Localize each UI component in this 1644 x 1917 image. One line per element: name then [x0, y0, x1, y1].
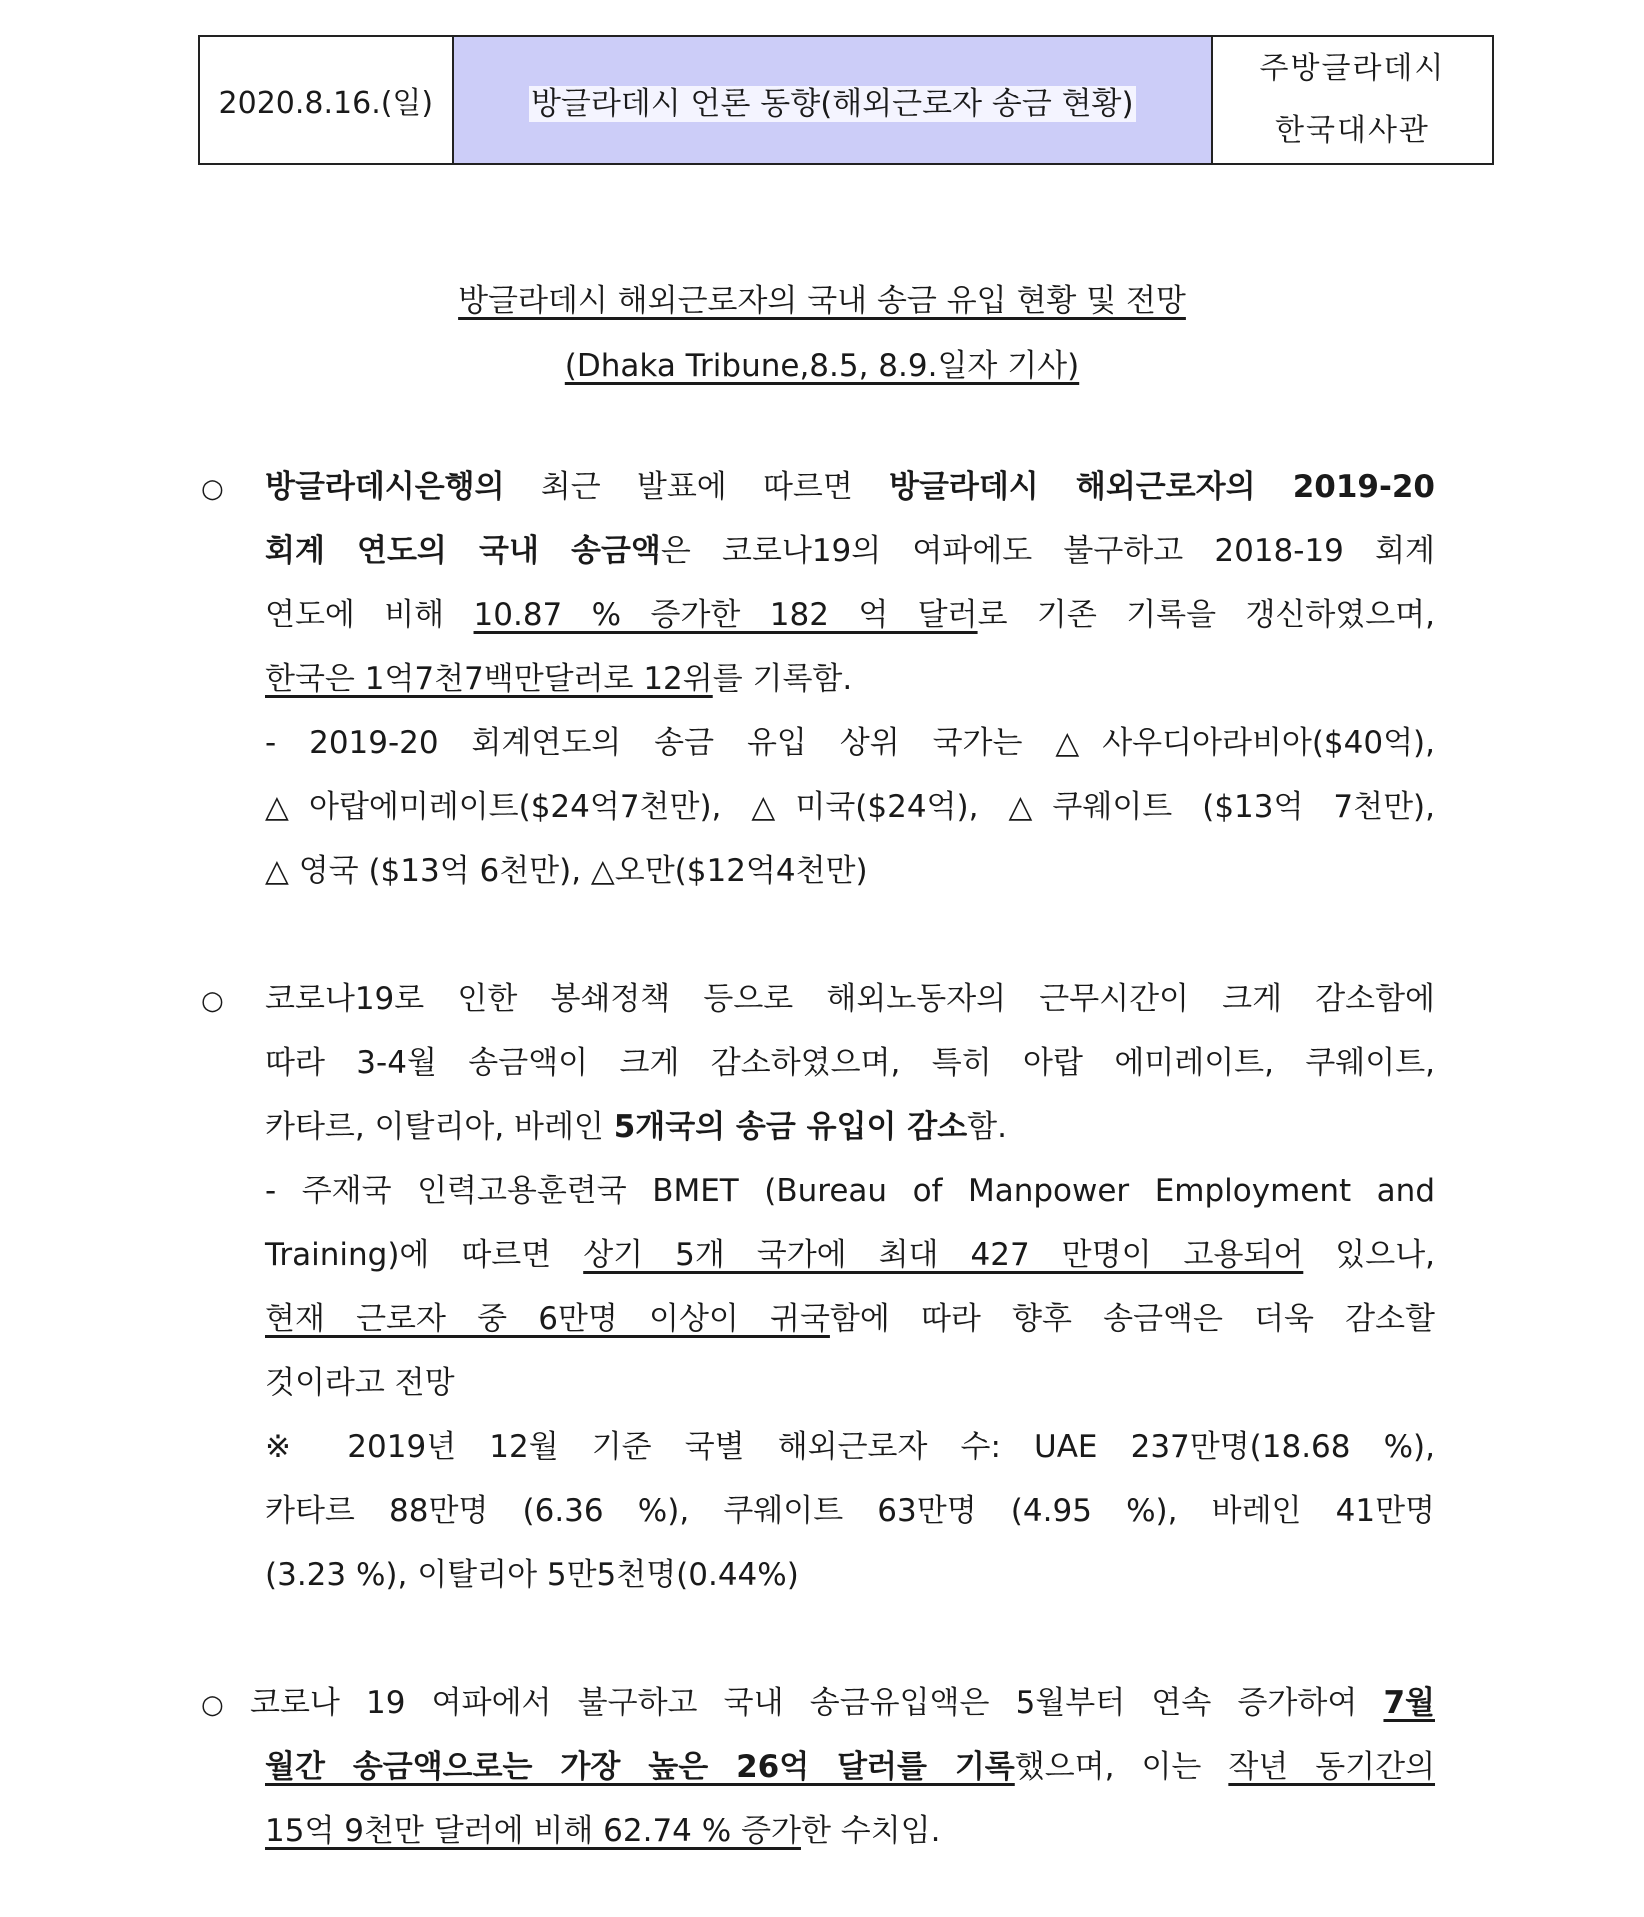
- document-subtitle: (Dhaka Tribune,8.5, 8.9.일자 기사): [564, 348, 1080, 384]
- section-3-line-3: 15억 9천만 달러에 비해 62.74 % 증가한 수치임.: [265, 1813, 941, 1849]
- section-2-line-7: 것이라고 전망: [265, 1365, 455, 1401]
- section-3-line-1: 코로나 19 여파에서 불구하고 국내 송금유입액은 5월부터 연속 증가하여 7월: [250, 1685, 1435, 1721]
- bullet-icon: ○: [201, 474, 224, 504]
- header-date: 2020.8.16.(일): [199, 36, 453, 164]
- section-1-line-6: △아랍에미레이트($24억7천만), △미국($24억), △쿠웨이트 ($13억 7천만),: [265, 789, 1435, 825]
- section-2-line-4: - 주재국 인력고용훈련국 BMET (Bureau of Manpower Employment and: [265, 1173, 1435, 1209]
- header-org-line2: 한국대사관: [1275, 113, 1430, 148]
- section-2-line-2: 따라 3-4월 송금액이 크게 감소하였으며, 특히 아랍 에미레이트, 쿠웨이트,: [265, 1045, 1435, 1081]
- header-title-cell: [453, 36, 1212, 164]
- section-1-line-4: 한국은 1억7천7백만달러로 12위를 기록함.: [265, 661, 853, 697]
- section-2-line-3: 카타르, 이탈리아, 바레인 5개국의 송금 유입이 감소함.: [265, 1109, 1007, 1145]
- section-2-line-10: (3.23 %), 이탈리아 5만5천명(0.44%): [265, 1557, 799, 1593]
- section-2-line-1: 코로나19로 인한 봉쇄정책 등으로 해외노동자의 근무시간이 크게 감소함에: [265, 981, 1435, 1017]
- section-2-line-9: 카타르 88만명 (6.36 %), 쿠웨이트 63만명 (4.95 %), 바레인 41만명: [265, 1493, 1435, 1529]
- section-1-line-7: △ 영국 ($13억 6천만), △오만($12억4천만): [265, 853, 868, 889]
- document-title: 방글라데시 해외근로자의 국내 송금 유입 현황 및 전망: [458, 283, 1186, 319]
- section-2-line-8: ※ 2019년 12월 기준 국별 해외근로자 수: UAE 237만명(18.68 %),: [265, 1429, 1435, 1465]
- section-1-line-2: 회계 연도의 국내 송금액은 코로나19의 여파에도 불구하고 2018-19 회계: [265, 533, 1435, 569]
- section-3-line-2: 월간 송금액으로는 가장 높은 26억 달러를 기록했으며, 이는 작년 동기간의: [265, 1749, 1436, 1785]
- header-table: [198, 35, 1494, 165]
- bullet-icon: ○: [201, 986, 224, 1016]
- header-title: 방글라데시 언론 동향(해외근로자 송금 현황): [530, 85, 1134, 122]
- header-organization: [1212, 36, 1493, 164]
- section-2-line-5: Training)에 따르면 상기 5개 국가에 최대 427 만명이 고용되어 있으나,: [265, 1237, 1435, 1273]
- section-1-line-5: - 2019-20 회계연도의 송금 유입 상위 국가는 △사우디아라비아($40억),: [265, 725, 1435, 761]
- section-2-line-6: 현재 근로자 중 6만명 이상이 귀국함에 따라 향후 송금액은 더욱 감소할: [265, 1301, 1435, 1337]
- header-org-line1: 주방글라데시: [1259, 51, 1446, 86]
- section-1-line-3: 연도에 비해 10.87 % 증가한 182 억 달러로 기존 기록을 갱신하였으며,: [265, 597, 1435, 633]
- bullet-icon: ○: [201, 1690, 224, 1720]
- section-1-line-1: 방글라데시은행의 최근 발표에 따르면 방글라데시 해외근로자의 2019-20: [265, 469, 1435, 505]
